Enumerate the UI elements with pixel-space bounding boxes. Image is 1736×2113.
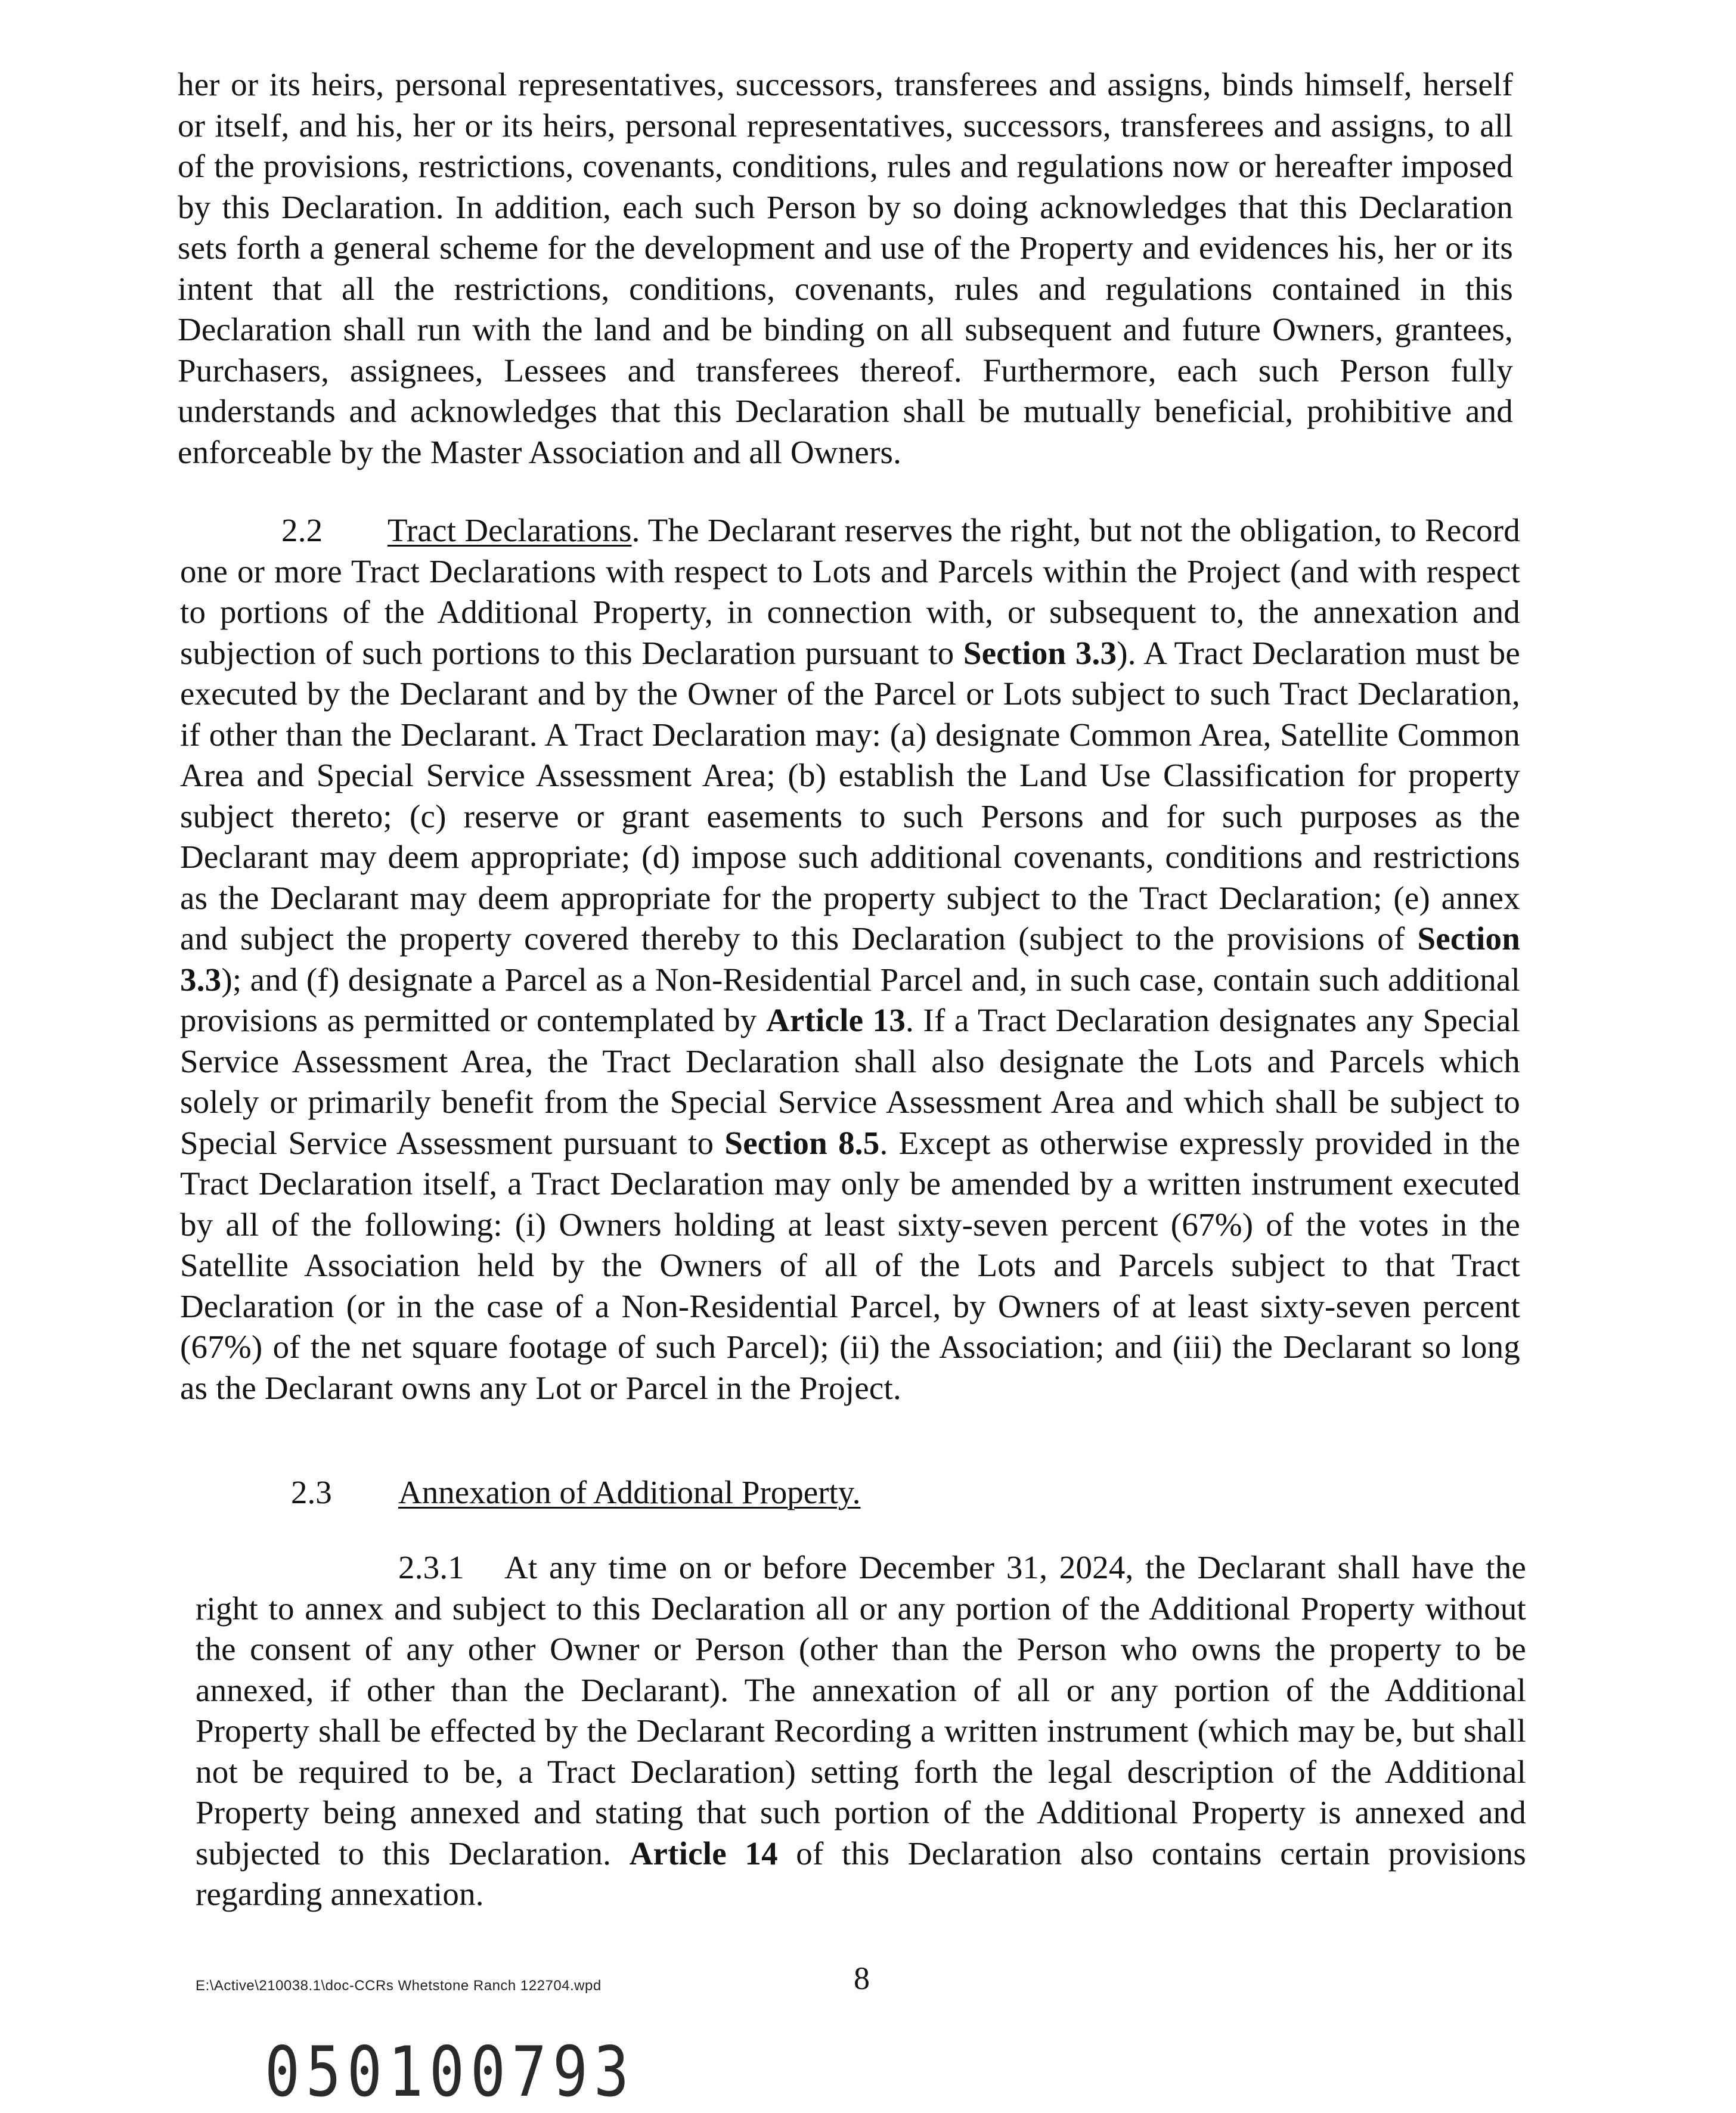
section-2-3-1-ref-article-14: Article 14 (629, 1835, 778, 1872)
recording-stamp-number: 050100793 (265, 2033, 636, 2113)
section-2-3-1-text-1: At any time on or before December 31, 2024, the Declarant shall have the right to annex and subject to this Declaration all or any portion of the Additional Property without the consent of any other Owner or Person (other than the Person who owns the property to be annexed, if other than the Declarant). The annexation of all or any portion of the Additional Property shall be effected by the Declarant Recording a written instrument (which may be, but shall not be required to be, a Tract Declaration) setting forth the legal description of the Additional Property being annexed and stating that such portion of the Additional Property is annexed and subjected to this Declaration. (196, 1549, 1526, 1872)
section-2-3-1-text-2: of this Declaration also contains certain provisions regarding annexation. (196, 1835, 1526, 1912)
section-2-3-1-paragraph (196, 1547, 1526, 1915)
section-2-2-text-4: . If a Tract Declaration designates any Special Service Assessment Area, the Tract Declaration shall also designate the Lots and Parcels which solely or primarily benefit from the Special Service Assessment Area and which shall be subject to Special Service Assessment pursuant to (180, 1002, 1520, 1161)
section-2-2-ref-section-3-3-a: Section 3.3 (963, 634, 1117, 671)
section-2-2-text-5: . Except as otherwise expressly provided in the Tract Declaration itself, a Tract Declaration may only be amended by a written instrument executed by all of the following: (i) Owners holding at least sixty-seven percent (67%) of the votes in the Satellite Association held by the Owners of all of the Lots and Parcels subject to that Tract Declaration (or in the case of a Non-Residential Parcel, by Owners of at least sixty-seven percent (67%) of the net square footage of such Parcel); (ii) the Association; and (iii) the Declarant so long as the Declarant owns any Lot or Parcel in the Project. (180, 1124, 1521, 1406)
section-2-3-heading (291, 1472, 860, 1513)
section-2-2-text-3: ); and (f) designate a Parcel as a Non-Residential Parcel and, in such case, contain such additional provisions as permitted or contemplated by (180, 961, 1520, 1038)
section-2-2-title: Tract Declarations (388, 512, 632, 548)
section-2-3-number: 2.3 (291, 1474, 332, 1510)
section-2-2-ref-article-13: Article 13 (765, 1002, 906, 1038)
page-number: 8 (854, 1960, 870, 1996)
section-2-3-1-number: 2.3.1 (398, 1549, 464, 1585)
footer-file-path: E:\Active\210038.1\doc-CCRs Whetstone Ranch 122704.wpd (196, 1978, 602, 1994)
paragraph-continuation: her or its heirs, personal representatives, successors, transferees and assigns, binds himself, herself or itself, and his, her or its heirs, personal representatives, successors, transferees and assigns, to all of the provisions, restrictions, covenants, conditions, rules and regulations now or hereafter imposed by this Declaration. In addition, each such Person by so doing acknowledges that this Declaration sets forth a general scheme for the development and use of the Property and evidences his, her or its intent that all the restrictions, conditions, covenants, rules and regulations contained in this Declaration shall run with the land and be binding on all subsequent and future Owners, grantees, Purchasers, assignees, Lessees and transferees thereof. Furthermore, each such Person fully understands and acknowledges that this Declaration shall be mutually beneficial, prohibitive and enforceable by the Master Association and all Owners. (178, 66, 1513, 470)
section-2-3-title: Annexation of Additional Property. (398, 1474, 861, 1510)
section-2-2-text-2: ). A Tract Declaration must be executed by the Declarant and by the Owner of the Parcel or Lots subject to such Tract Declaration, if other than the Declarant. A Tract Declaration may: (a) designate Common Area, Satellite Common Area and Special Service Assessment Area; (b) establish the Land Use Classification for property subject thereto; (c) reserve or grant easements to such Persons and for such purposes as the Declarant may deem appropriate; (d) impose such additional covenants, conditions and restrictions as the Declarant may deem appropriate for the property subject to the Tract Declaration; (e) annex and subject the property covered thereby to this Declaration (subject to the provisions of (180, 634, 1520, 957)
section-2-2-paragraph (180, 510, 1520, 1408)
section-2-2-ref-section-3-3-b: Section 3.3 (180, 920, 1520, 998)
section-2-2-number: 2.2 (281, 512, 323, 548)
section-2-2-ref-section-8-5: Section 8.5 (724, 1124, 880, 1161)
section-2-2-text-1: . The Declarant reserves the right, but not the obligation, to Record one or more Tract Declarations with respect to Lots and Parcels within the Project (and with respect to portions of the Additional Property, in connection with, or subsequent to, the annexation and subjection of such portions to this Declaration pursuant to (180, 512, 1520, 671)
